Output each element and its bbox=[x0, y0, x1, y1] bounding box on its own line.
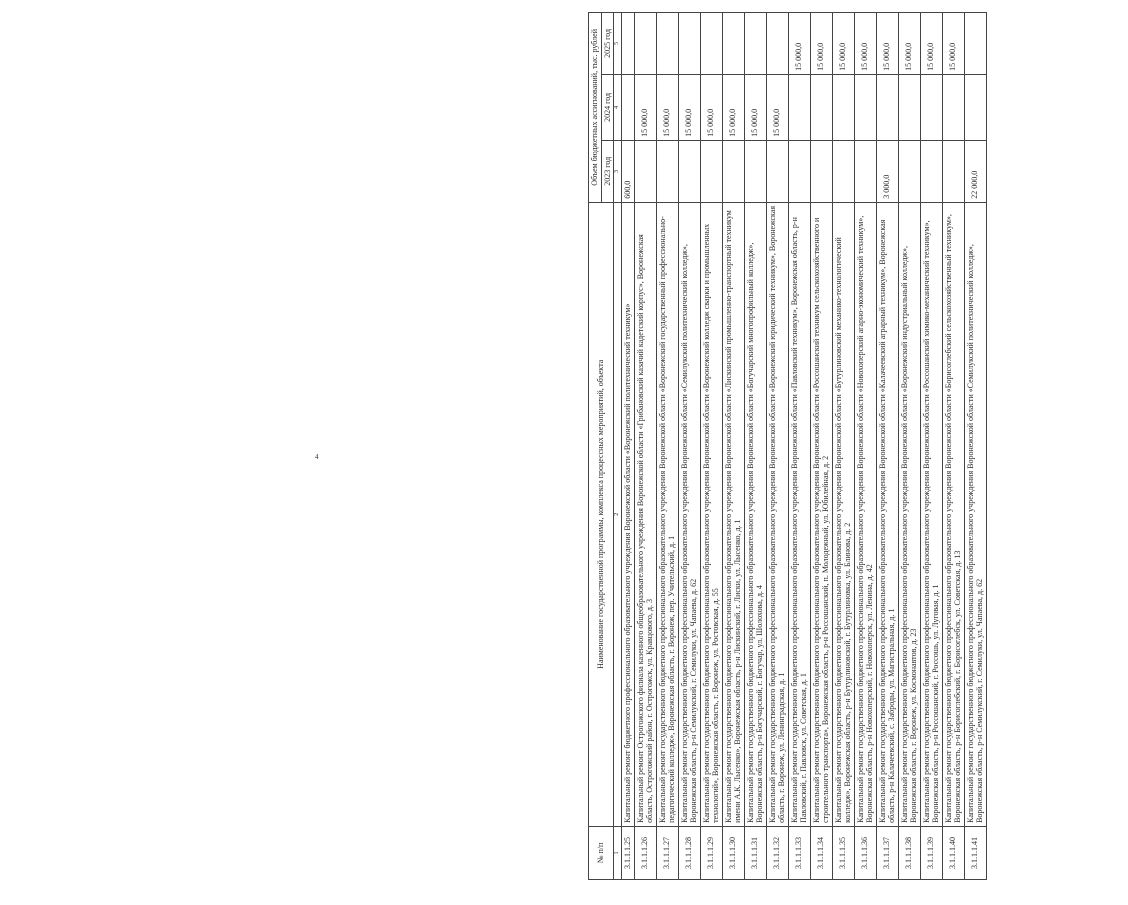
row-number: 3.1.1.1.31 bbox=[744, 826, 766, 879]
row-name: Капитальный ремонт государственного бюджетного профессионального образовательного учреждения Воронежской области «Воронежский колледж сварки и промышленных технологий», Воронежская область, г. Воронеж, ул. Ростовская, д. 55 bbox=[700, 202, 722, 826]
row-value-2025 bbox=[964, 13, 986, 75]
table-row bbox=[942, 13, 964, 880]
row-value-2025 bbox=[700, 13, 722, 75]
table-row bbox=[898, 13, 920, 880]
table-row bbox=[964, 13, 986, 880]
row-value-2025: 15 000,0 bbox=[788, 13, 810, 75]
row-value-2023 bbox=[678, 140, 700, 202]
row-value-2025 bbox=[744, 13, 766, 75]
row-number: 3.1.1.1.34 bbox=[810, 826, 832, 879]
row-value-2024 bbox=[810, 74, 832, 140]
header-row bbox=[589, 13, 602, 880]
column-index-row bbox=[614, 13, 622, 880]
row-name: Капитальный ремонт Острогожского филиала казенного общеобразовательного учреждения Воронежской области «Грибановский казачий кадетский корпус», Воронежская область, Острогожский район, г. Острогожск, ул. Кравцового, д. 3 bbox=[634, 202, 656, 826]
row-number: 3.1.1.1.35 bbox=[832, 826, 854, 879]
table-row bbox=[832, 13, 854, 880]
row-value-2024: 15 000,0 bbox=[722, 74, 744, 140]
table-row bbox=[622, 13, 635, 880]
row-name: Капитальный ремонт государственного бюджетного профессионального образовательного учреждения Воронежской области «Бутурлиновский механико-технологический колледж», Воронежская область, р-н Бутурлиновский, г. Бутурлиновка, ул. Блинова, д. 2 bbox=[832, 202, 854, 826]
row-name: Капитальный ремонт государственного бюджетного профессионального образовательного учреждения Воронежской области «Лискинский промышленно-транспортный техникум имени А.К. Лысенко», Воронежская область, р-н Лискинский, г. Лиски, ул. Лысенко, д. 1 bbox=[722, 202, 744, 826]
row-value-2023: 3 000,0 bbox=[876, 140, 898, 202]
row-value-2023 bbox=[942, 140, 964, 202]
row-value-2023 bbox=[656, 140, 678, 202]
row-value-2024: 15 000,0 bbox=[634, 74, 656, 140]
row-value-2025: 15 000,0 bbox=[810, 13, 832, 75]
header-year-2025: 2025 год bbox=[601, 13, 614, 75]
row-value-2023 bbox=[854, 140, 876, 202]
row-name: Капитальный ремонт государственного бюджетного профессионального образовательного учреждения Воронежской области «Павловский техникум», Воронежская область, р-н Павловский, г. Павловск, ул. Советская, д. 1 bbox=[788, 202, 810, 826]
row-value-2024 bbox=[622, 74, 635, 140]
row-value-2023 bbox=[634, 140, 656, 202]
row-value-2024: 15 000,0 bbox=[766, 74, 788, 140]
row-number: 3.1.1.1.41 bbox=[964, 826, 986, 879]
row-value-2025 bbox=[678, 13, 700, 75]
row-value-2023 bbox=[898, 140, 920, 202]
row-number: 3.1.1.1.33 bbox=[788, 826, 810, 879]
budget-table bbox=[588, 12, 987, 880]
row-value-2024 bbox=[964, 74, 986, 140]
table-row bbox=[656, 13, 678, 880]
table-row bbox=[876, 13, 898, 880]
row-value-2024 bbox=[920, 74, 942, 140]
row-value-2023 bbox=[744, 140, 766, 202]
row-value-2025: 15 000,0 bbox=[898, 13, 920, 75]
row-name: Капитальный ремонт государственного бюджетного профессионального образовательного учреждения Воронежской области «Семилукский политехнический колледж», Воронежская область, р-н Семилукский, г. Семилуки, ул. Чапаева, д. 62 bbox=[964, 202, 986, 826]
row-name: Капитальный ремонт бюджетного профессионального образовательного учреждения Воронежской области «Воронежский политехнический техникум» bbox=[622, 202, 635, 826]
column-index: 3 bbox=[614, 140, 622, 202]
row-value-2023 bbox=[788, 140, 810, 202]
row-value-2023 bbox=[810, 140, 832, 202]
row-value-2023 bbox=[700, 140, 722, 202]
table-row bbox=[634, 13, 656, 880]
row-value-2025 bbox=[656, 13, 678, 75]
header-year-2024: 2024 год bbox=[601, 74, 614, 140]
row-value-2023 bbox=[920, 140, 942, 202]
row-value-2024 bbox=[942, 74, 964, 140]
row-number: 3.1.1.1.38 bbox=[898, 826, 920, 879]
row-name: Капитальный ремонт государственного бюджетного профессионального образовательного учреждения Воронежской области «Россошанский химико-механический техникум», Воронежская область, р-н Россошанский, г. Россошь, ул. Луговая, д. 1 bbox=[920, 202, 942, 826]
column-index: 1 bbox=[614, 826, 622, 879]
row-name: Капитальный ремонт государственного бюджетного профессионального образовательного учреждения Воронежской области «Воронежский юридический техникум», Воронежская область, г. Воронеж, ул. Ленинградская, д. 1 bbox=[766, 202, 788, 826]
row-number: 3.1.1.1.40 bbox=[942, 826, 964, 879]
table-row bbox=[700, 13, 722, 880]
row-name: Капитальный ремонт государственного бюджетного профессионального образовательного учреждения Воронежской области «Борисоглебский сельскохозяйственный техникум», Воронежская область, р-н Борисоглебский, г. Борисоглебск, ул. Советская, д. 13 bbox=[942, 202, 964, 826]
row-number: 3.1.1.1.32 bbox=[766, 826, 788, 879]
document-sheet bbox=[588, 12, 1128, 880]
row-number: 3.1.1.1.28 bbox=[678, 826, 700, 879]
row-value-2024 bbox=[788, 74, 810, 140]
row-value-2025 bbox=[622, 13, 635, 75]
column-index: 4 bbox=[614, 74, 622, 140]
table-row bbox=[920, 13, 942, 880]
row-value-2025: 15 000,0 bbox=[942, 13, 964, 75]
column-index: 2 bbox=[614, 202, 622, 826]
header-name: Наименование государственной программы, комплекса процессных мероприятий, объекта bbox=[589, 202, 614, 826]
table-row bbox=[766, 13, 788, 880]
row-value-2025 bbox=[722, 13, 744, 75]
row-name: Капитальный ремонт государственного бюджетного профессионального образовательного учреждения Воронежской области «Воронежский государственный профессионально-педагогический колледж», Воронежская область, г. Воронеж, пер. Учительский, д. 1 bbox=[656, 202, 678, 826]
row-value-2023: 600,0 bbox=[622, 140, 635, 202]
row-value-2024: 15 000,0 bbox=[656, 74, 678, 140]
row-number: 3.1.1.1.37 bbox=[876, 826, 898, 879]
table-row bbox=[854, 13, 876, 880]
row-value-2024 bbox=[898, 74, 920, 140]
row-value-2024: 15 000,0 bbox=[700, 74, 722, 140]
row-name: Капитальный ремонт государственного бюджетного профессионального образовательного учреждения Воронежской области «Калачеевский аграрный техникум», Воронежская область, р-н Калачеевский, с. Заброды, ул. Магистральная, д. 1 bbox=[876, 202, 898, 826]
row-number: 3.1.1.1.36 bbox=[854, 826, 876, 879]
row-name: Капитальный ремонт государственного бюджетного профессионального образовательного учреждения Воронежской области «Новохоперский агарно-экономический техникум», Воронежская область, р-н Новохоперский, г. Новохоперск, ул. Ленина, д. 42 bbox=[854, 202, 876, 826]
row-name: Капитальный ремонт государственного бюджетного профессионального образовательного учреждения Воронежской области «Россошанский техникум сельскохозяйственного и строительного транспорта», Воронежская область, р-н Россошанский, п. Молодежный, ул. Юбилейная, д. 2 bbox=[810, 202, 832, 826]
header-year-2023: 2023 год bbox=[601, 140, 614, 202]
row-value-2025: 15 000,0 bbox=[854, 13, 876, 75]
header-budget: Объем бюджетных ассигнований, тыс. рублей bbox=[589, 13, 602, 203]
row-number: 3.1.1.1.25 bbox=[622, 826, 635, 879]
row-value-2023 bbox=[766, 140, 788, 202]
row-value-2024 bbox=[854, 74, 876, 140]
table-row bbox=[722, 13, 744, 880]
row-value-2025: 15 000,0 bbox=[920, 13, 942, 75]
table-row bbox=[678, 13, 700, 880]
row-value-2024 bbox=[832, 74, 854, 140]
table-body bbox=[622, 13, 987, 880]
row-number: 3.1.1.1.26 bbox=[634, 826, 656, 879]
column-index: 5 bbox=[614, 13, 622, 75]
row-name: Капитальный ремонт государственного бюджетного профессионального образовательного учреждения Воронежской области «Воронежский индустриальный колледж», Воронежская область, г. Воронеж, ул. Космонавтов, д. 23 bbox=[898, 202, 920, 826]
page-number: 4 bbox=[315, 453, 319, 461]
table-row bbox=[810, 13, 832, 880]
row-number: 3.1.1.1.29 bbox=[700, 826, 722, 879]
table-row bbox=[744, 13, 766, 880]
row-name: Капитальный ремонт государственного бюджетного профессионального образовательного учреждения Воронежской области «Богучарский многопрофильный колледж», Воронежская область, р-н Богучарский, г. Богучар, ул. Шолохова, д. 4 bbox=[744, 202, 766, 826]
row-value-2023 bbox=[722, 140, 744, 202]
row-value-2024 bbox=[876, 74, 898, 140]
row-value-2024: 15 000,0 bbox=[744, 74, 766, 140]
row-value-2024: 15 000,0 bbox=[678, 74, 700, 140]
row-value-2023 bbox=[832, 140, 854, 202]
row-value-2025: 15 000,0 bbox=[832, 13, 854, 75]
row-number: 3.1.1.1.27 bbox=[656, 826, 678, 879]
row-value-2023: 22 000,0 bbox=[964, 140, 986, 202]
header-num: № п/п bbox=[589, 826, 614, 879]
row-name: Капитальный ремонт государственного бюджетного профессионального образовательного учреждения Воронежской области «Семилукский политехнический колледж», Воронежская область, р-н Семилукский, г. Семилуки, ул. Чапаева, д. 62 bbox=[678, 202, 700, 826]
row-value-2025 bbox=[766, 13, 788, 75]
row-value-2025: 15 000,0 bbox=[876, 13, 898, 75]
row-value-2025 bbox=[634, 13, 656, 75]
row-number: 3.1.1.1.30 bbox=[722, 826, 744, 879]
row-number: 3.1.1.1.39 bbox=[920, 826, 942, 879]
table-row bbox=[788, 13, 810, 880]
